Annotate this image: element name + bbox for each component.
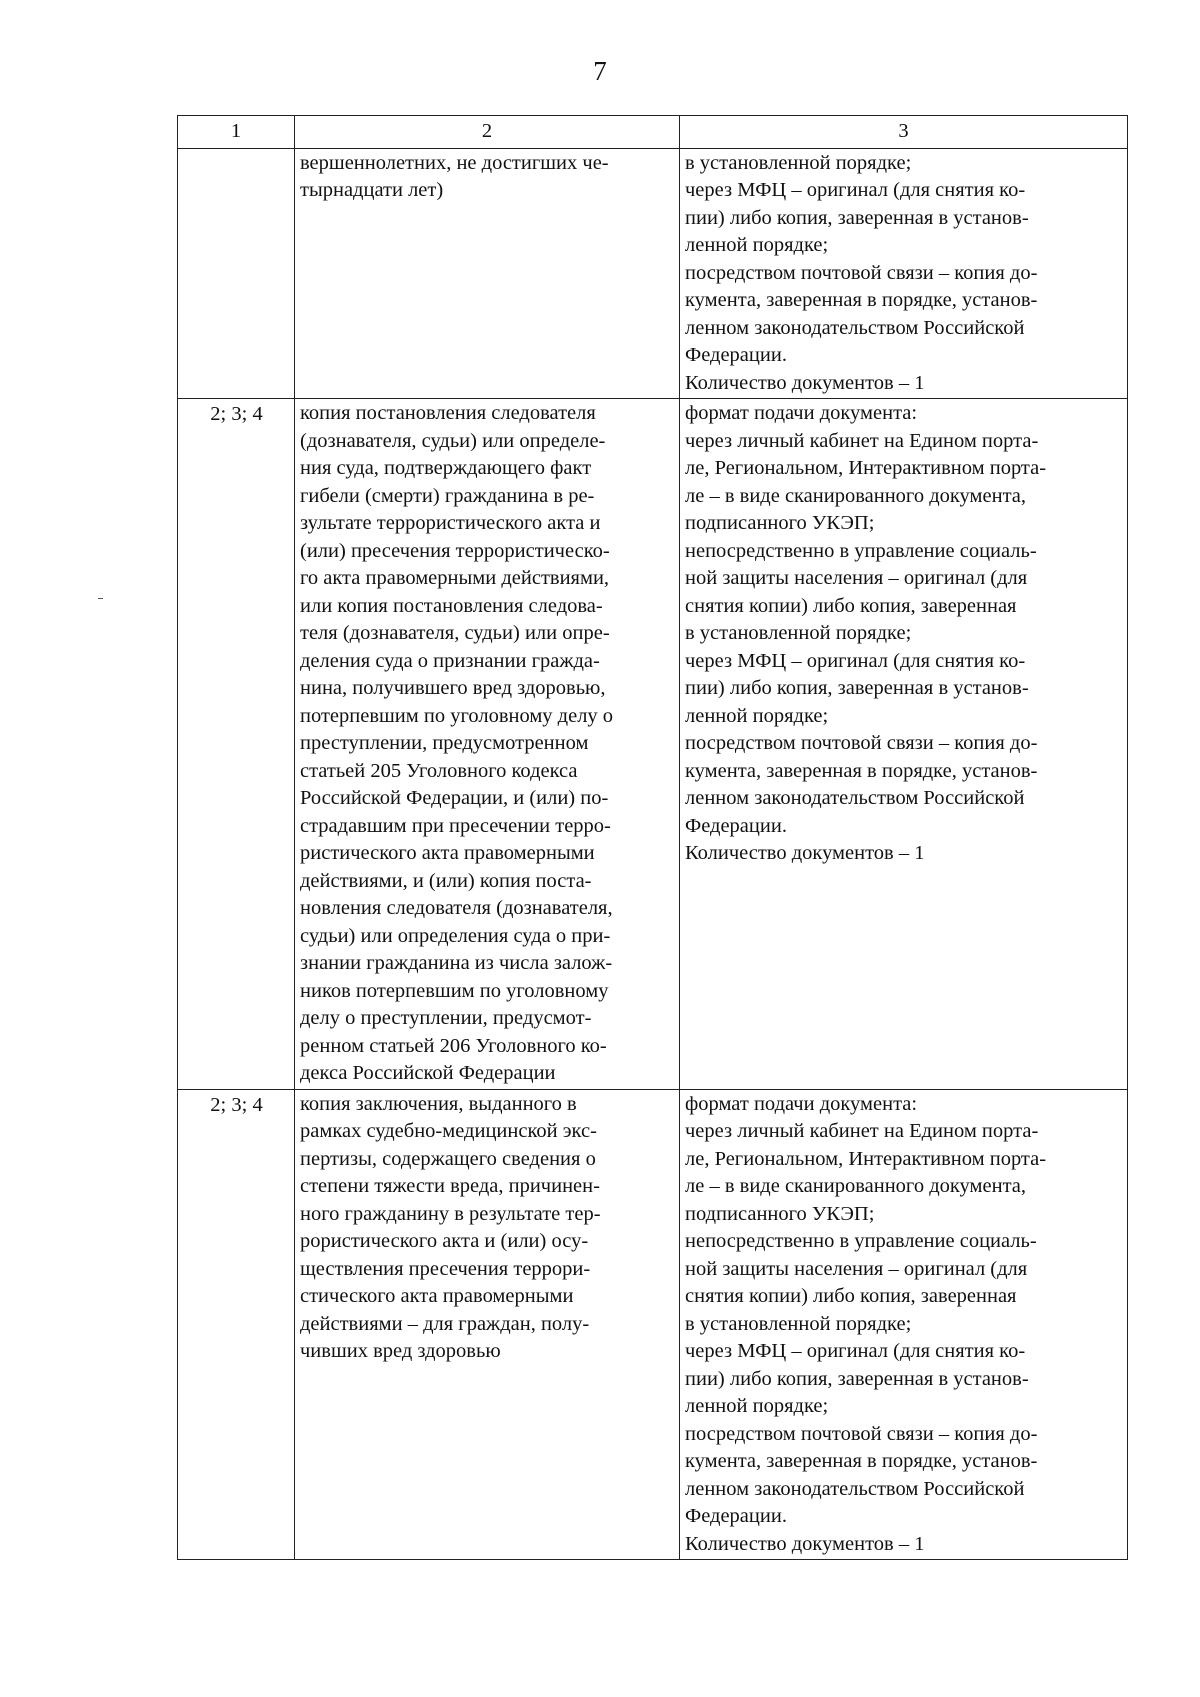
text-line: кумента, заверенная в порядке, установ- — [685, 759, 1038, 782]
text-line: кумента, заверенная в порядке, установ- — [685, 289, 1038, 311]
text-line: через личный кабинет на Едином порта- — [685, 1120, 1039, 1142]
submission-format-cell — [680, 1089, 1128, 1560]
text-line: Федерации. — [685, 344, 787, 366]
text-line: ников потерпевшим по уголовному — [300, 979, 609, 1002]
applicant-categories-cell: 2; 3; 4 — [178, 399, 295, 1090]
document-name-cell — [295, 399, 680, 1090]
text-line: ленном законодательством Российской — [685, 1477, 1025, 1500]
header-col-2: 2 — [295, 116, 680, 149]
text-line: статьей 205 Уголовного кодекса — [300, 759, 578, 782]
text-line: степени тяжести вреда, причинен- — [300, 1175, 600, 1197]
text-line: непосредственно в управление социаль- — [685, 539, 1037, 562]
text-line: чивших вред здоровью — [300, 1340, 501, 1362]
text-line: пии) либо копия, заверенная в установ- — [685, 677, 1029, 699]
text-line: деления суда о признании гражда- — [300, 649, 600, 672]
text-line: знании гражданина из числа залож- — [300, 952, 613, 974]
text-line: копия постановления следователя — [300, 402, 596, 424]
text-line: посредством почтовой связи – копия до- — [685, 732, 1038, 754]
text-line: подписанного УКЭП; — [685, 512, 875, 534]
header-row — [178, 116, 1128, 149]
text-line: пии) либо копия, заверенная в установ- — [685, 1367, 1029, 1390]
text-line: действиями, и (или) копия поста- — [300, 869, 592, 892]
table-row — [178, 399, 1128, 1090]
table-row — [178, 1089, 1128, 1560]
text-line: зультате террористического акта и — [300, 512, 601, 534]
text-line: (или) пресечения террористическо- — [300, 539, 610, 562]
text-line: Федерации. — [685, 814, 787, 837]
submission-format-cell — [680, 399, 1128, 1090]
text-line: декса Российской Федерации — [300, 1062, 556, 1084]
text-line: пии) либо копия, заверенная в установ- — [685, 206, 1029, 229]
text-line: Количество документов – 1 — [685, 371, 925, 394]
text-line: ле, Региональном, Интерактивном порта- — [685, 1147, 1047, 1170]
text-line: Федерации. — [685, 1505, 787, 1527]
text-line: тырнадцати лет) — [300, 179, 444, 201]
text-line: формат подачи документа: — [685, 1092, 918, 1115]
text-line: новления следователя (дознавателя, — [300, 897, 613, 919]
text-line: го акта правомерными действиями, — [300, 567, 610, 589]
text-line: делу о преступлении, предусмот- — [300, 1007, 592, 1029]
text-line: Количество документов – 1 — [685, 1532, 925, 1555]
text-line: через личный кабинет на Едином порта- — [685, 429, 1039, 452]
text-line: стического акта правомерными — [300, 1285, 574, 1307]
text-line: копия заключения, выданного в — [300, 1092, 577, 1115]
text-line: в установленной порядке; — [685, 151, 912, 174]
text-line: ной защиты населения – оригинал (для — [685, 1257, 1028, 1280]
text-line: ленном законодательством Российской — [685, 316, 1025, 339]
text-line: через МФЦ – оригинал (для снятия ко- — [685, 179, 1026, 201]
text-line: ристического акта правомерными — [300, 842, 595, 864]
documents-table — [177, 115, 1128, 1560]
text-line: нина, получившего вред здоровью, — [300, 677, 606, 699]
text-line: ле – в виде сканированного документа, — [685, 484, 1027, 507]
text-line: ле, Региональном, Интерактивном порта- — [685, 457, 1047, 479]
document-name-cell — [295, 148, 680, 399]
text-line: пертизы, содержащего сведения о — [300, 1147, 596, 1170]
text-line: (дознавателя, судьи) или определе- — [300, 429, 606, 452]
text-line: кумента, заверенная в порядке, установ- — [685, 1450, 1038, 1472]
text-line: снятия копии) либо копия, заверенная — [685, 594, 1017, 617]
text-line: ния суда, подтверждающего факт — [300, 457, 592, 479]
header-col-3: 3 — [680, 116, 1128, 149]
text-line: ленной порядке; — [685, 1395, 829, 1417]
text-line: ленной порядке; — [685, 234, 829, 256]
page-number: 7 — [593, 56, 607, 86]
text-line: в установленной порядке; — [685, 622, 912, 644]
text-line: ществления пресечения террори- — [300, 1257, 591, 1280]
text-line: преступлении, предусмотренном — [300, 732, 589, 754]
text-line: ленном законодательством Российской — [685, 787, 1025, 809]
text-line: снятия копии) либо копия, заверенная — [685, 1285, 1017, 1307]
text-line: Российской Федерации, и (или) по- — [300, 787, 609, 809]
text-line: ной защиты населения – оригинал (для — [685, 567, 1028, 589]
text-line: формат подачи документа: — [685, 402, 918, 424]
text-line: или копия постановления следова- — [300, 594, 603, 617]
text-line: ленной порядке; — [685, 704, 829, 727]
text-line: посредством почтовой связи – копия до- — [685, 1422, 1038, 1445]
text-line: судьи) или определения суда о при- — [300, 924, 611, 947]
text-line: ле – в виде сканированного документа, — [685, 1175, 1027, 1197]
header-col-1: 1 — [178, 116, 295, 149]
text-line: в установленной порядке; — [685, 1312, 912, 1335]
text-line: подписанного УКЭП; — [685, 1202, 875, 1225]
text-line: ного гражданину в результате тер- — [300, 1202, 601, 1225]
text-line: непосредственно в управление социаль- — [685, 1230, 1037, 1252]
applicant-categories-cell — [178, 148, 295, 399]
applicant-categories-cell: 2; 3; 4 — [178, 1089, 295, 1560]
text-line: через МФЦ – оригинал (для снятия ко- — [685, 1340, 1026, 1362]
text-line: ренном статьей 206 Уголовного ко- — [300, 1034, 607, 1057]
table-row — [178, 148, 1128, 399]
text-line: рористического акта и (или) осу- — [300, 1230, 589, 1252]
submission-format-cell — [680, 148, 1128, 399]
text-line: через МФЦ – оригинал (для снятия ко- — [685, 649, 1026, 672]
text-line: гибели (смерти) гражданина в ре- — [300, 484, 595, 507]
text-line: посредством почтовой связи – копия до- — [685, 261, 1038, 284]
text-line: вершеннолетних, не достигших че- — [300, 151, 609, 174]
scan-mark — [98, 598, 103, 599]
text-line: рамках судебно-медицинской экс- — [300, 1120, 597, 1142]
document-name-cell — [295, 1089, 680, 1560]
text-line: страдавшим при пресечении терро- — [300, 814, 611, 837]
text-line: Количество документов – 1 — [685, 842, 925, 864]
text-line: действиями – для граждан, полу- — [300, 1312, 590, 1335]
text-line: потерпевшим по уголовному делу о — [300, 704, 614, 727]
text-line: теля (дознавателя, судьи) или опре- — [300, 622, 610, 644]
